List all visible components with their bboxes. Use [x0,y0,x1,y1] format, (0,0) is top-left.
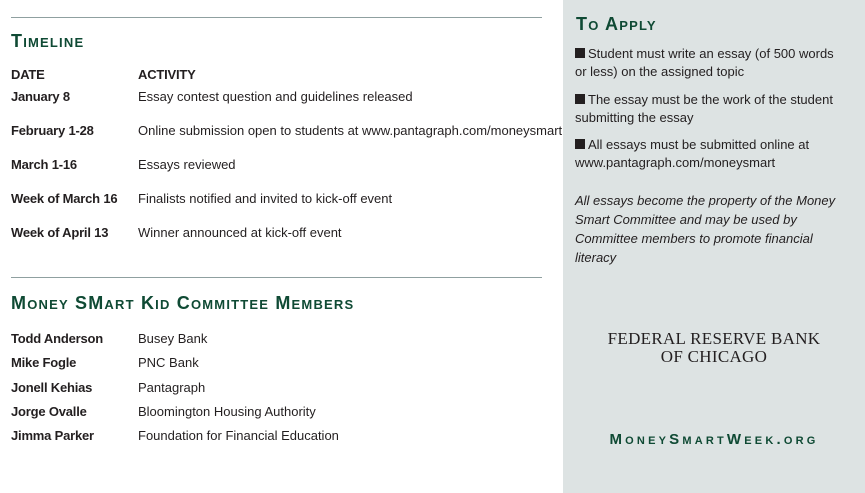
federal-reserve-logo [563,330,865,366]
member-organization: Pantagraph [138,380,206,395]
essay-property-note: All essays become the property of the Money Smart Committee and may be used by Committee members to promote financial literacy [575,193,836,265]
square-bullet-icon [575,48,585,58]
timeline-activity: Winner announced at kick-off event [138,225,342,240]
middle-divider [11,277,542,278]
top-divider [11,17,542,18]
apply-sidebar [563,0,865,493]
member-organization: Busey Bank [138,331,208,346]
apply-heading: To Apply [576,14,657,34]
timeline-date: January 8 [11,89,70,104]
committee-heading: Money SMart Kid Committee Members [11,293,355,313]
timeline-date: March 1-16 [11,157,77,172]
apply-bullet [575,91,845,127]
timeline-date: Week of March 16 [11,191,118,206]
timeline-activity: Essay contest question and guidelines released [138,89,413,104]
member-name: Mike Fogle [11,355,77,370]
apply-bullet [575,136,845,172]
timeline-heading: Timeline [11,31,85,51]
date-column-header: DATE [11,67,45,82]
timeline-activity: Online submission open to students at www.pantagraph.com/moneysmart [138,123,563,138]
member-organization: Bloomington Housing Authority [138,404,316,419]
apply-bullet-text: The essay must be the work of the student submitting the essay [575,92,833,125]
timeline-activity: Finalists notified and invited to kick-off event [138,191,393,206]
member-name: Jimma Parker [11,428,94,443]
apply-bullet [575,45,845,81]
apply-bullet-text: All essays must be submitted online at www.pantagraph.com/moneysmart [575,137,810,170]
timeline-activity: Essays reviewed [138,157,236,172]
member-organization: PNC Bank [138,355,199,370]
member-name: Todd Anderson [11,331,103,346]
apply-bullet-text: Student must write an essay (of 500 words or less) on the assigned topic [575,46,834,79]
activity-column-header: ACTIVITY [138,67,196,82]
square-bullet-icon [575,94,585,104]
member-organization: Foundation for Financial Education [138,428,339,443]
timeline-date: Week of April 13 [11,225,109,240]
member-name: Jorge Ovalle [11,404,87,419]
org-name-line2: OF CHICAGO [660,347,768,366]
org-name-line1: FEDERAL RESERVE BANK [607,329,821,348]
timeline-date: February 1-28 [11,123,94,138]
square-bullet-icon [575,139,585,149]
member-name: Jonell Kehias [11,380,93,395]
website-url: MoneySmartWeek.org [609,431,819,448]
